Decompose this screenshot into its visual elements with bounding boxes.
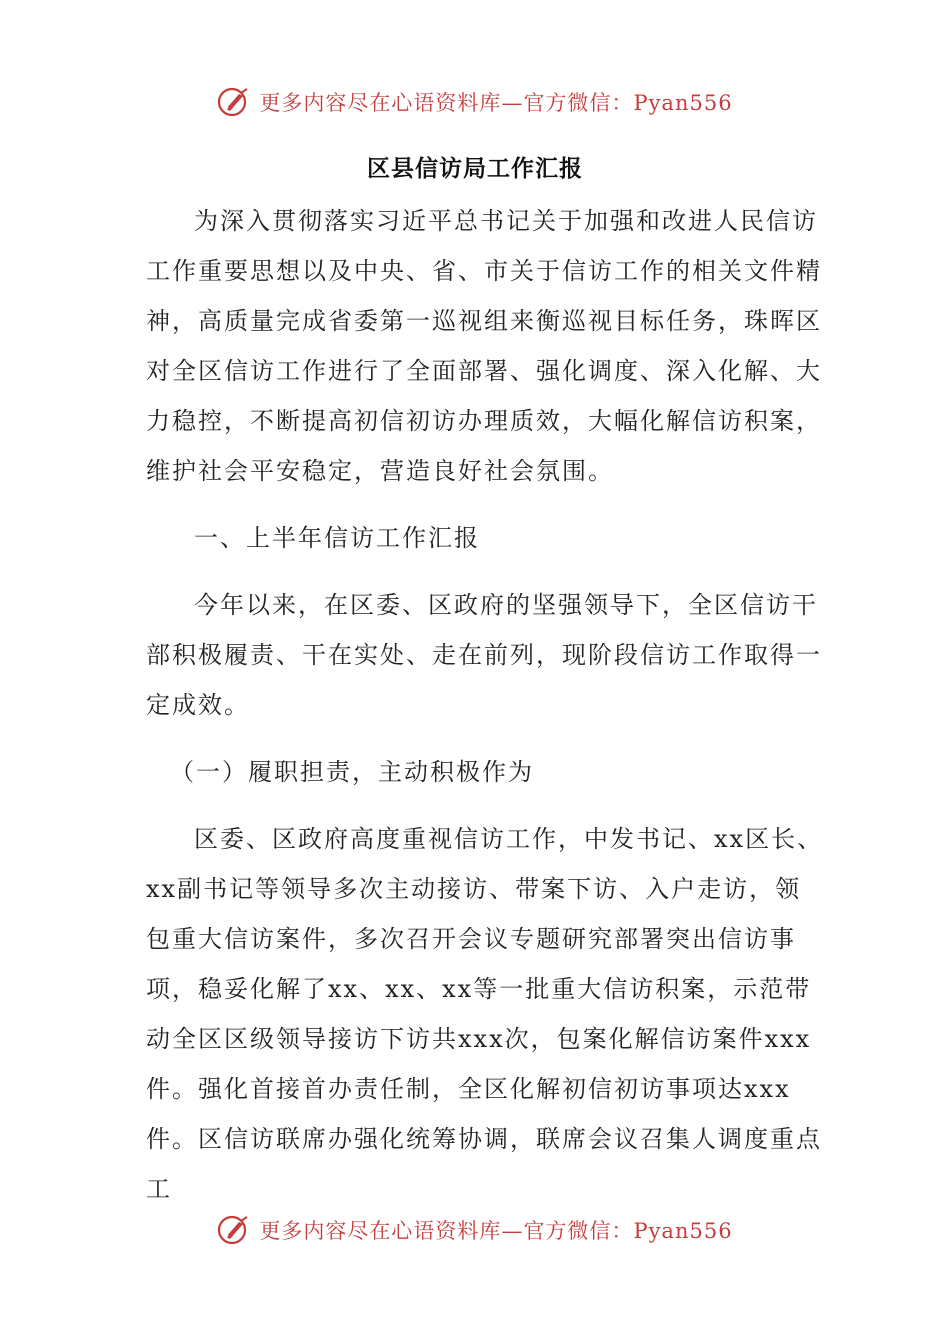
watermark-text (259, 1215, 732, 1245)
watermark-brand: 更多内容尽在心语资料库 (259, 91, 502, 115)
section-heading: 一、上半年信访工作汇报 (194, 524, 480, 552)
watermark-contact-label: 官方微信： (523, 91, 634, 115)
document-body (146, 196, 826, 1214)
watermark-contact-id: Pyan556 (633, 1219, 733, 1243)
watermark-brand: 更多内容尽在心语资料库 (259, 1219, 502, 1243)
pen-quill-logo-icon (217, 85, 251, 119)
watermark-text (259, 87, 732, 117)
document-title: 区县信访局工作汇报 (367, 156, 583, 182)
pen-quill-logo-icon (217, 1213, 251, 1247)
watermark-contact-id: Pyan556 (633, 91, 733, 115)
intro-paragraph: 为深入贯彻落实习近平总书记关于加强和改进人民信访工作重要思想以及中央、省、市关于信访工作的相关文件精神，高质量完成省委第一巡视组来衡巡视目标任务，珠晖区对全区信访工作进行了全面部署、强化调度、深入化解、大力稳控，不断提高初信初访办理质效，大幅化解信访积案，维护社会平安稳定，营造良好社会氛围。 (146, 207, 822, 485)
watermark-separator: — (501, 91, 524, 115)
watermark-contact-label: 官方微信： (523, 1219, 634, 1243)
watermark-separator: — (501, 1219, 524, 1243)
section-paragraph: 今年以来，在区委、区政府的坚强领导下，全区信访干部积极履责、干在实处、走在前列，现阶段信访工作取得一定成效。 (146, 591, 822, 719)
subsection-paragraph: 区委、区政府高度重视信访工作，中发书记、xx区长、xx副书记等领导多次主动接访、带案下访、入户走访，领包重大信访案件，多次召开会议专题研究部署突出信访事项，稳妥化解了xx、xx、xx等一批重大信访积案，示范带动全区区级领导接访下访共xxx次，包案化解信访案件xxx件。强化首接首办责任制，全区化解初信初访事项达xxx件。区信访联席办强化统筹协调，联席会议召集人调度重点工 (146, 825, 824, 1203)
subsection-heading: （一）履职担责，主动积极作为 (170, 758, 534, 786)
header-watermark (0, 80, 950, 124)
footer-watermark (0, 1208, 950, 1252)
